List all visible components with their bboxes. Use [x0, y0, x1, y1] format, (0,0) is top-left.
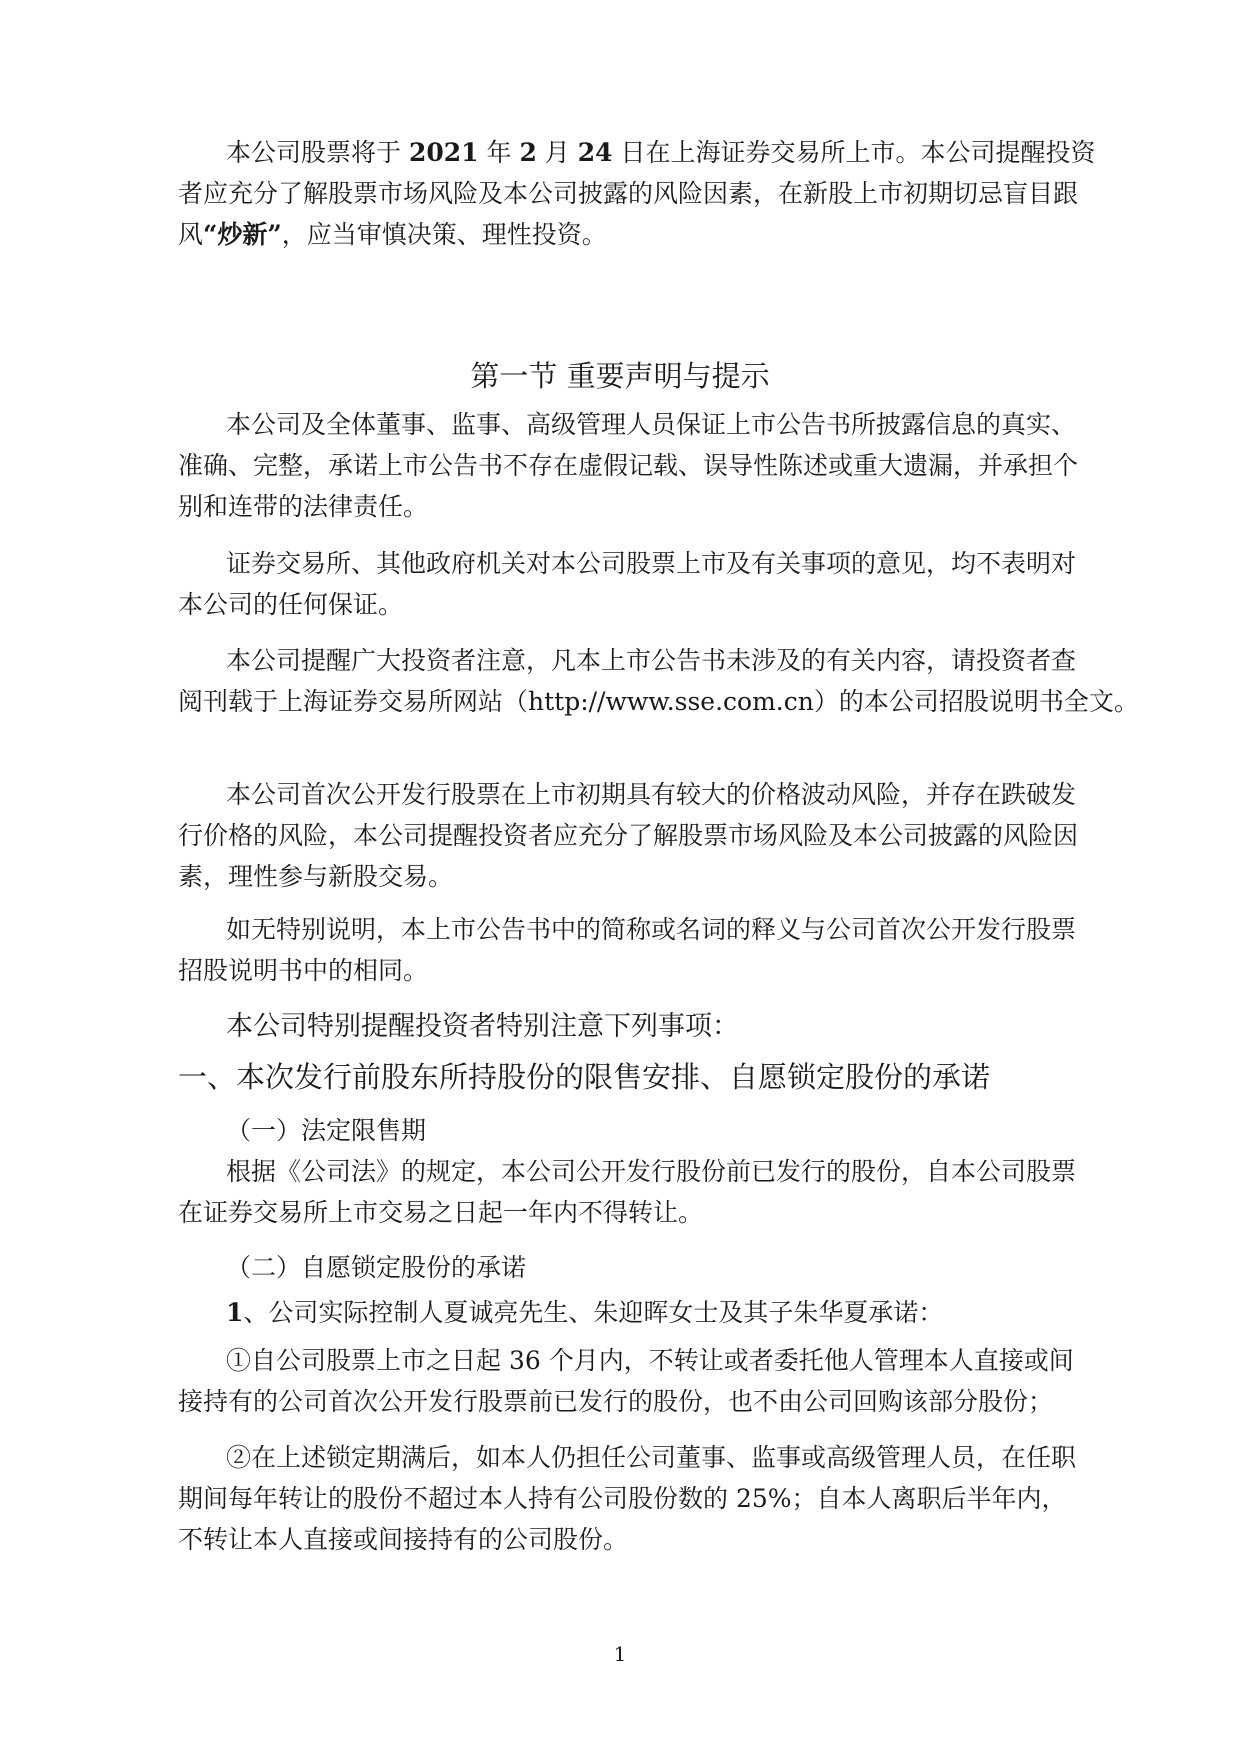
commitment-1: ①自公司股票上市之日起 36 个月内，不转让或者委托他人管理本人直接或间 接持有的公司首次公开发行股票前已发行的股份，也不由公司回购该部分股份；	[178, 1346, 1074, 1416]
subsection-statutory-lockup: （一）法定限售期 根据《公司法》的规定，本公司公开发行股份前已发行的股份，自本公司股票 在证券交易所上市交易之日起一年内不得转让。	[178, 1110, 1078, 1233]
subsection-voluntary-lockup	[178, 1247, 1078, 1333]
intro-paragraph	[178, 132, 1096, 255]
declaration-paragraph-2: 证券交易所、其他政府机关对本公司股票上市及有关事项的意见，均不表明对 本公司的任何保证。	[178, 549, 1077, 619]
intro-line-2: 者应充分了解股票市场风险及本公司披露的风险因素，在新股上市初期切忌盲目跟	[178, 179, 1079, 208]
subsection-title: （一）法定限售期	[226, 1116, 427, 1145]
subsection-title: （二）自愿锁定股份的承诺	[226, 1253, 527, 1282]
page-number: 1	[613, 1642, 627, 1666]
declaration-paragraph-4: 本公司首次公开发行股票在上市初期具有较大的价格波动风险，并存在跌破发 行价格的风险，本公司提醒投资者应充分了解股票市场风险及本公司披露的风险因 素，理性参与新股交易。	[178, 780, 1079, 891]
section-title: 第一节 重要声明与提示	[470, 359, 770, 393]
intro-line-3: 风“炒新”，应当审慎决策、理性投资。	[178, 220, 607, 249]
intro-line-1: 本公司股票将于 2021 年 2 月 24 日在上海证券交易所上市。本公司提醒投资	[226, 138, 1096, 167]
declaration-paragraph-1: 本公司及全体董事、监事、高级管理人员保证上市公告书所披露信息的真实、 准确、完整，承诺上市公告书不存在虚假记载、误导性陈述或重大遗漏，并承担个 别和连带的法律责任。	[178, 410, 1079, 521]
commitment-2: ②在上述锁定期满后，如本人仍担任公司董事、监事或高级管理人员，在任职 期间每年转让的股份不超过本人持有公司股份数的 25%；自本人离职后半年内， 不转让本人直接或间接持有的公司股份。	[178, 1443, 1077, 1554]
item-1: 1、公司实际控制人夏诚亮先生、朱迎晖女士及其子朱华夏承诺：	[226, 1298, 944, 1327]
heading-lockup-commitments: 一、本次发行前股东所持股份的限售安排、自愿锁定股份的承诺	[178, 1060, 991, 1094]
listing-month: 2	[519, 138, 537, 167]
listing-day: 24	[577, 138, 613, 167]
declaration-paragraph-5: 如无特别说明，本上市公告书中的简称或名词的释义与公司首次公开发行股票 招股说明书中的相同。	[178, 915, 1077, 985]
special-notice: 本公司特别提醒投资者特别注意下列事项：	[226, 1011, 739, 1042]
declaration-paragraph-3: 本公司提醒广大投资者注意，凡本上市公告书未涉及的有关内容，请投资者查 阅刊载于上海证券交易所网站（http://www.sse.com.cn）的本公司招股说明书全文。	[178, 646, 1139, 716]
listing-year: 2021	[408, 138, 479, 167]
